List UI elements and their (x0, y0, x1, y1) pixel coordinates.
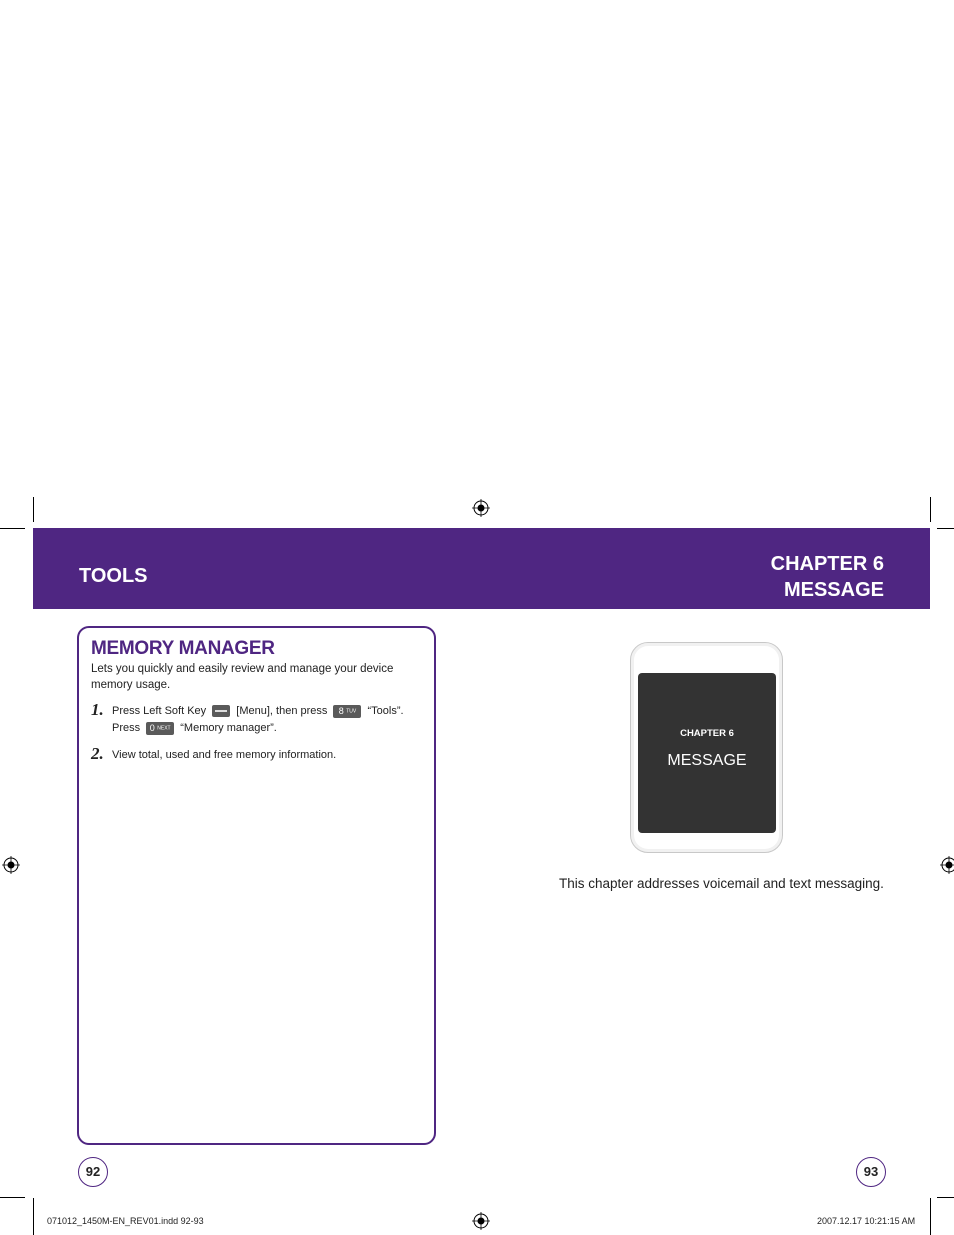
chapter-intro: This chapter addresses voicemail and text messaging. (559, 876, 884, 891)
crop-mark (0, 1197, 25, 1198)
crop-mark (33, 497, 34, 522)
slug-timestamp: 2007.12.17 10:21:15 AM (817, 1216, 916, 1226)
key-0-icon: 0 NEXT (146, 722, 174, 735)
step-text: “Tools”. (367, 705, 404, 717)
registration-mark-icon (472, 1212, 490, 1230)
chapter-number: CHAPTER 6 (770, 553, 884, 575)
crop-mark (937, 1197, 954, 1198)
phone-chapter-label: CHAPTER 6 (680, 728, 734, 739)
page-number-left: 92 (78, 1157, 108, 1187)
chapter-header (771, 551, 884, 603)
registration-mark-icon (2, 856, 20, 874)
phone-chapter-title: MESSAGE (667, 752, 747, 769)
step-instruction: View total, used and free memory information. (112, 749, 337, 761)
step-text: [Menu], then press (236, 705, 328, 717)
crop-mark (33, 1198, 34, 1235)
step-text: Press Left Soft Key (112, 705, 207, 717)
step-text: Press (112, 722, 141, 734)
section-title: MEMORY MANAGER (91, 638, 275, 659)
crop-mark (930, 1198, 931, 1235)
step-instruction (112, 720, 277, 737)
slug-filename: 071012_1450M-EN_REV01.indd 92-93 (47, 1216, 204, 1226)
step-number: 2. (91, 744, 104, 763)
step-instruction (112, 703, 404, 720)
step-number: 1. (91, 700, 104, 719)
left-soft-key-icon (212, 705, 230, 717)
step-text: “Memory manager”. (180, 722, 277, 734)
key-8-icon: 8 TUV (333, 705, 361, 718)
section-description: Lets you quickly and easily review and manage your device memory usage. (91, 663, 394, 691)
registration-mark-icon (472, 499, 490, 517)
chapter-title: MESSAGE (783, 579, 884, 601)
registration-mark-icon (940, 856, 954, 874)
crop-mark (937, 528, 954, 529)
crop-mark (930, 497, 931, 522)
page-number-right: 93 (856, 1157, 886, 1187)
crop-mark (0, 528, 25, 529)
section-header-title: TOOLS (79, 565, 148, 587)
